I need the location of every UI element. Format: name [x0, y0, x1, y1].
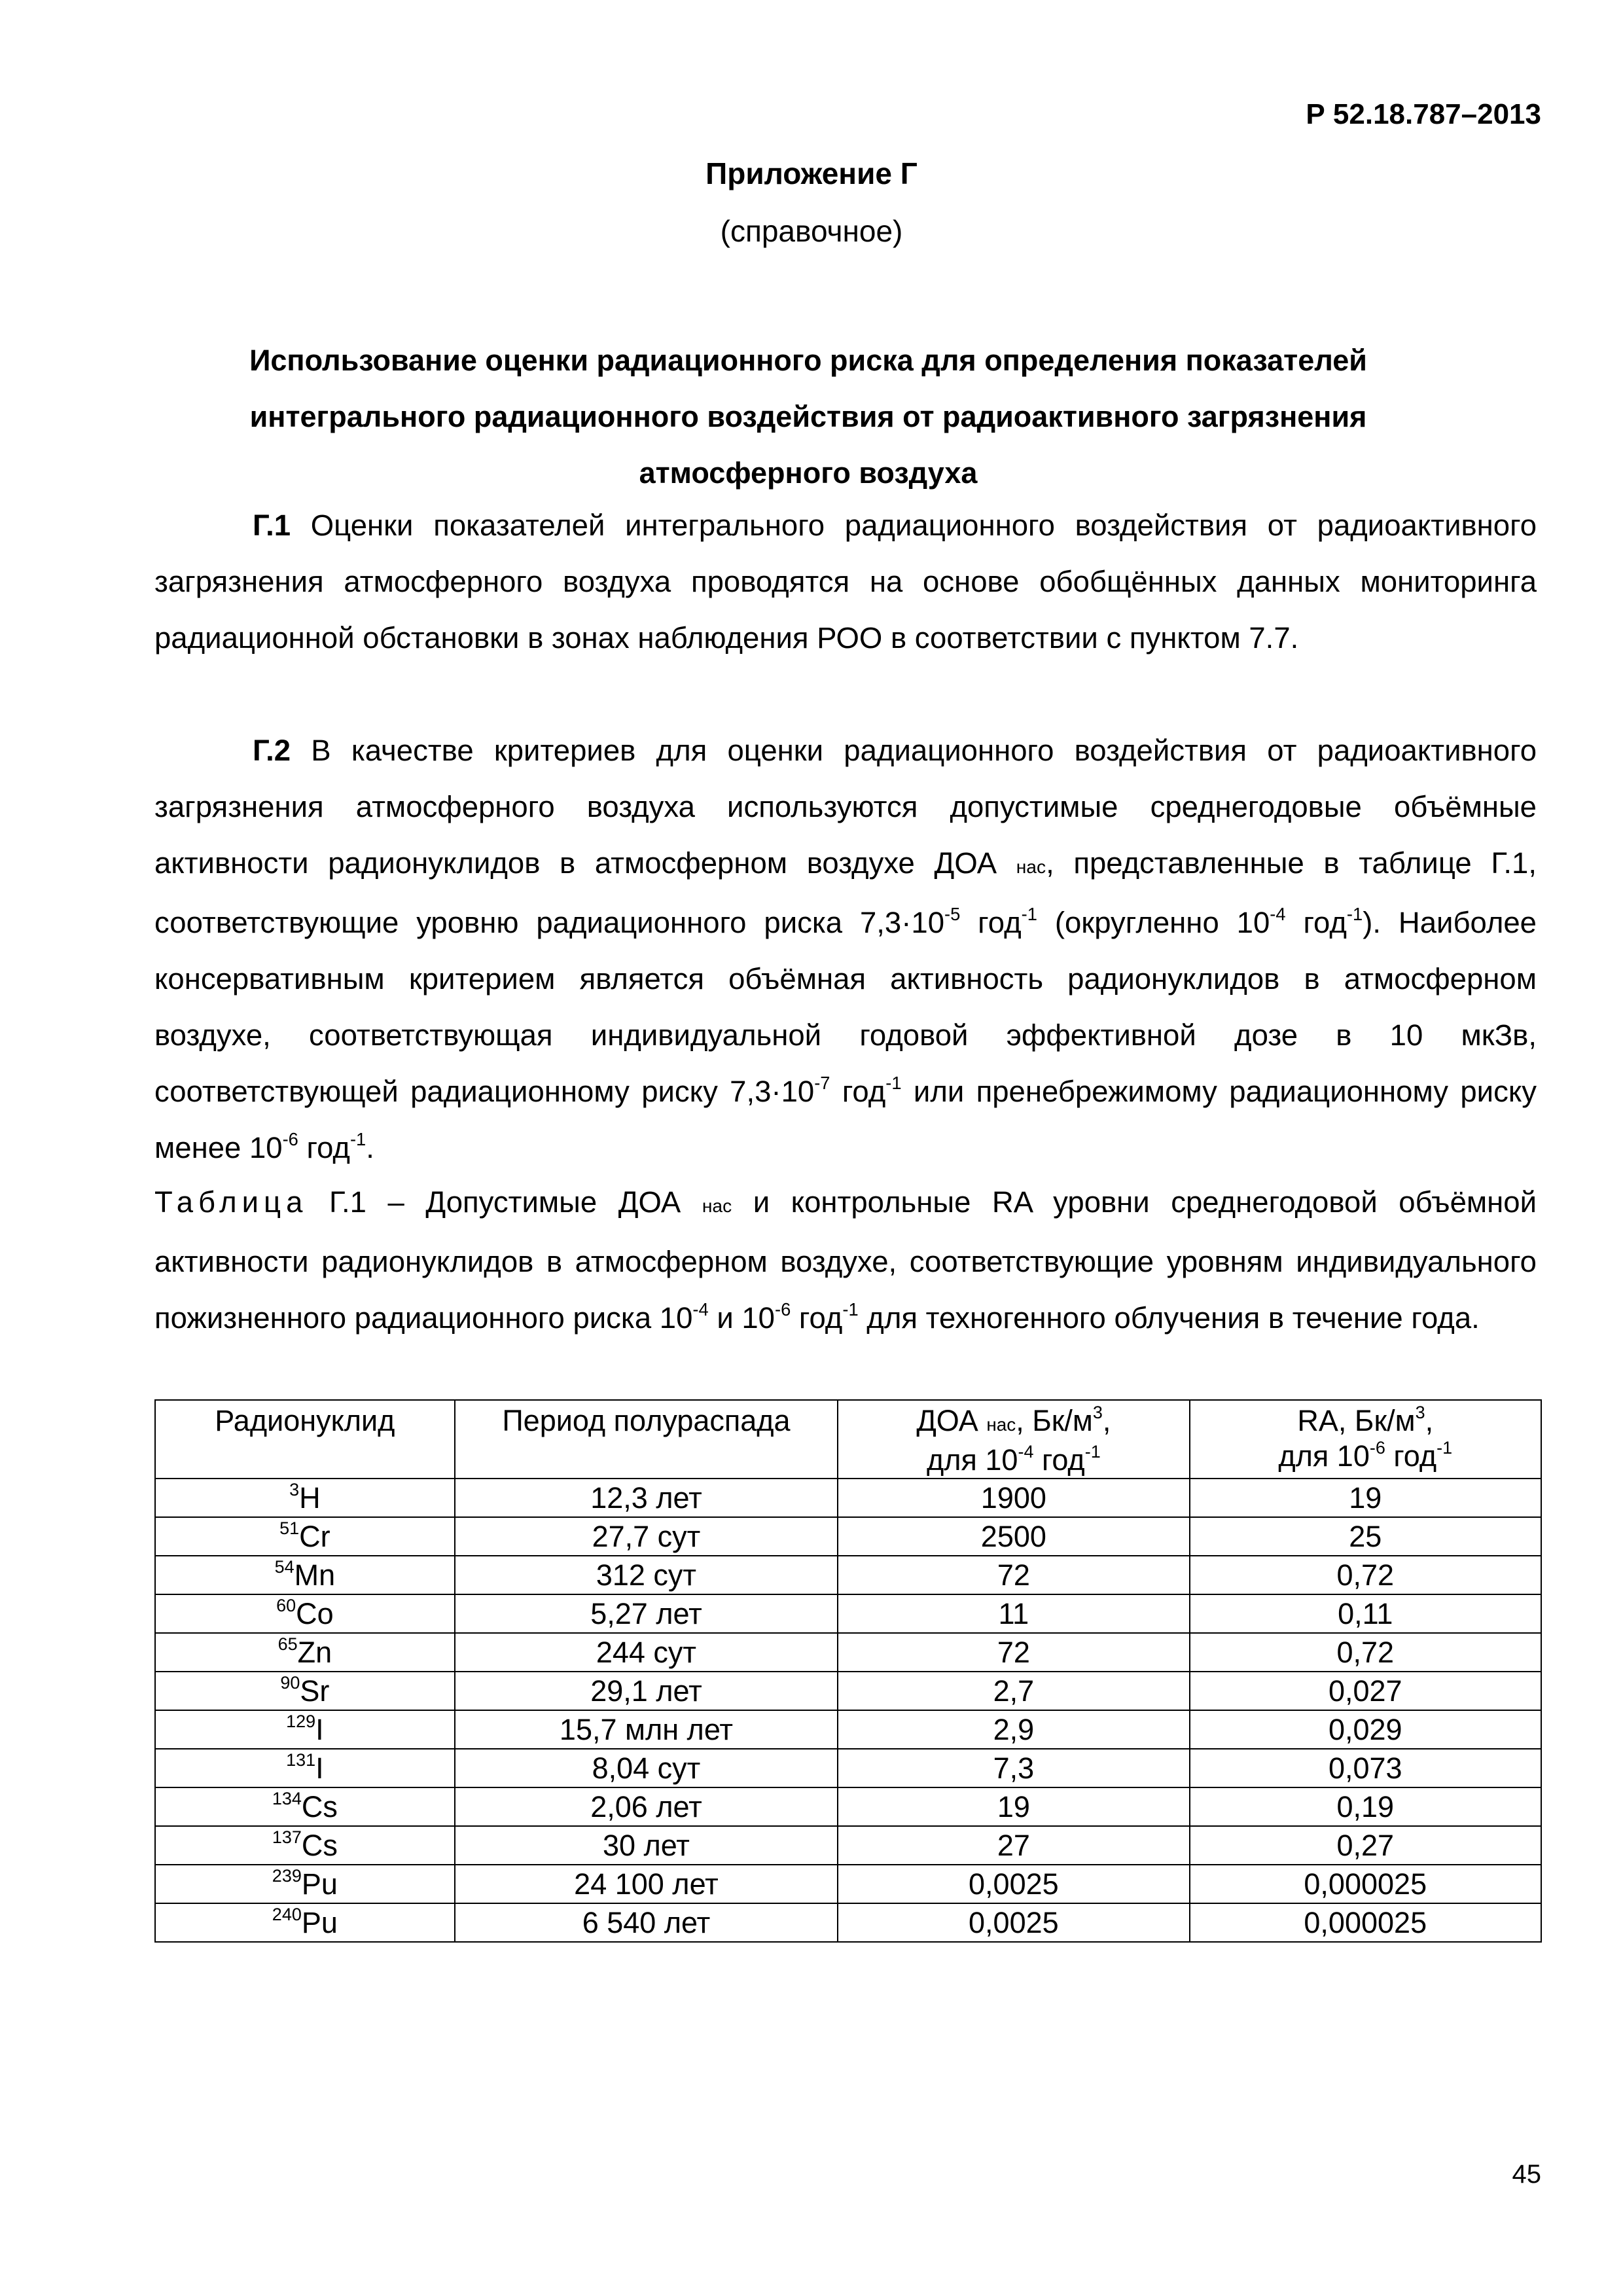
cell-doa: 1900 — [838, 1479, 1189, 1517]
mass-number: 3 — [289, 1480, 300, 1500]
caption-text: и контрольные RA уровни среднегодовой объёмной активности радионуклидов в атмосферном воздухе, соответствующие уровням индивидуального пожизненного радиационного риска 10 — [154, 1185, 1537, 1335]
cell-nuclide — [155, 1556, 455, 1594]
cell-ra: 0,073 — [1190, 1749, 1541, 1787]
caption-text: год — [791, 1301, 843, 1335]
cell-ra: 0,027 — [1190, 1672, 1541, 1710]
table-row — [155, 1710, 1541, 1749]
cell-ra: 0,72 — [1190, 1556, 1541, 1594]
header-text: год — [1385, 1439, 1437, 1473]
caption-text: Г.1 – Допустимые ДОА — [308, 1185, 702, 1219]
table-row — [155, 1903, 1541, 1942]
cell-doa: 27 — [838, 1826, 1189, 1865]
header-text: для 10 — [1278, 1439, 1370, 1473]
table-row — [155, 1556, 1541, 1594]
cell-doa: 72 — [838, 1556, 1189, 1594]
cell-nuclide — [155, 1749, 455, 1787]
caption-text: и 10 — [708, 1301, 775, 1335]
header-doa — [838, 1400, 1189, 1479]
paragraph-text: ). Наиболее консервативным критерием является объёмная активность радионуклидов в атмосферном воздухе, соответствующая индивидуальной годовой эффективной дозе в 10 мкЗв, соответствующей радиационному риску 7,3·10 — [154, 906, 1537, 1108]
cell-doa: 0,0025 — [838, 1865, 1189, 1903]
element-symbol: Cr — [299, 1520, 330, 1553]
cell-halflife: 8,04 сут — [455, 1749, 838, 1787]
superscript: -6 — [282, 1128, 298, 1149]
paragraph-text: год — [1285, 906, 1347, 939]
paragraph-label: Г.2 — [253, 734, 291, 767]
appendix-title: Приложение Г — [705, 156, 918, 190]
header-text: , Бк/м — [1016, 1404, 1093, 1437]
mass-number: 134 — [272, 1789, 302, 1809]
cell-doa: 7,3 — [838, 1749, 1189, 1787]
cell-nuclide — [155, 1672, 455, 1710]
superscript: -7 — [814, 1072, 830, 1093]
cell-halflife: 312 сут — [455, 1556, 838, 1594]
table-row — [155, 1672, 1541, 1710]
element-symbol: I — [315, 1713, 324, 1746]
paragraph-text: год — [960, 906, 1022, 939]
radionuclide-table — [154, 1399, 1542, 1943]
cell-nuclide — [155, 1787, 455, 1826]
element-symbol: Co — [296, 1597, 334, 1630]
superscript: -1 — [1084, 1442, 1101, 1462]
cell-ra: 0,000025 — [1190, 1903, 1541, 1942]
header-text: год — [1033, 1443, 1085, 1477]
header-nuclide: Радионуклид — [155, 1400, 455, 1479]
cell-halflife: 30 лет — [455, 1826, 838, 1865]
paragraph-text: (округленно 10 — [1037, 906, 1270, 939]
cell-doa: 2,9 — [838, 1710, 1189, 1749]
subscript: нас — [986, 1414, 1016, 1435]
mass-number: 90 — [280, 1673, 300, 1693]
subscript: нас — [702, 1195, 732, 1216]
superscript: -4 — [692, 1299, 709, 1319]
section-title: Использование оценки радиационного риска для определения показателей интегрального радиационного воздействия от радиоактивного загрязнения атмосферного воздуха — [249, 344, 1367, 490]
cell-halflife: 29,1 лет — [455, 1672, 838, 1710]
cell-ra: 0,27 — [1190, 1826, 1541, 1865]
table-row — [155, 1594, 1541, 1633]
table-header-row — [155, 1400, 1541, 1479]
caption-label: Таблица — [154, 1185, 308, 1219]
table-caption — [154, 1174, 1537, 1346]
element-symbol: Cs — [301, 1829, 338, 1862]
paragraph-g1 — [154, 497, 1537, 666]
appendix-type: (справочное) — [720, 214, 903, 248]
mass-number: 239 — [272, 1866, 302, 1886]
cell-ra: 25 — [1190, 1517, 1541, 1556]
cell-halflife: 6 540 лет — [455, 1903, 838, 1942]
header-halflife: Период полураспада — [455, 1400, 838, 1479]
cell-ra: 19 — [1190, 1479, 1541, 1517]
header-text: ДОА — [916, 1404, 987, 1437]
superscript: -4 — [1018, 1442, 1034, 1462]
cell-nuclide — [155, 1710, 455, 1749]
cell-doa: 2500 — [838, 1517, 1189, 1556]
paragraph-g2 — [154, 723, 1537, 1176]
cell-halflife: 244 сут — [455, 1633, 838, 1672]
header-ra — [1190, 1400, 1541, 1479]
paragraph-text: или пренебрежимому радиационному риску менее 10 — [154, 1075, 1537, 1164]
cell-nuclide — [155, 1594, 455, 1633]
mass-number: 54 — [274, 1557, 294, 1577]
mass-number: 131 — [286, 1750, 316, 1770]
paragraph-text: В качестве критериев для оценки радиационного воздействия от радиоактивного загрязнения атмосферного воздуха используются допустимые среднегодовые объёмные активности радионуклидов в атмосферном воздухе ДОА — [154, 734, 1537, 880]
element-symbol: I — [315, 1751, 324, 1785]
mass-number: 240 — [272, 1905, 302, 1925]
document-id: Р 52.18.787–2013 — [1306, 98, 1541, 130]
element-symbol: Pu — [301, 1906, 338, 1939]
subscript: нас — [1016, 856, 1046, 877]
paragraph-text: год — [298, 1131, 350, 1164]
table-row — [155, 1517, 1541, 1556]
cell-halflife: 2,06 лет — [455, 1787, 838, 1826]
cell-ra: 0,029 — [1190, 1710, 1541, 1749]
page-number: 45 — [1512, 2160, 1541, 2189]
header-text: , — [1425, 1404, 1434, 1437]
cell-doa: 72 — [838, 1633, 1189, 1672]
superscript: -1 — [885, 1072, 902, 1093]
cell-ra: 0,11 — [1190, 1594, 1541, 1633]
superscript: -1 — [1346, 903, 1363, 924]
table-row — [155, 1633, 1541, 1672]
cell-doa: 11 — [838, 1594, 1189, 1633]
superscript: 3 — [1092, 1403, 1103, 1423]
superscript: -4 — [1270, 903, 1286, 924]
table-row — [155, 1865, 1541, 1903]
header-text: RA, Бк/м — [1297, 1404, 1416, 1437]
paragraph-label: Г.1 — [253, 509, 291, 542]
mass-number: 60 — [276, 1596, 296, 1616]
superscript: -6 — [1369, 1438, 1385, 1458]
superscript: -1 — [842, 1299, 859, 1319]
superscript: 3 — [1415, 1403, 1425, 1423]
element-symbol: Sr — [300, 1674, 330, 1708]
paragraph-text: год — [830, 1075, 886, 1108]
cell-halflife: 27,7 сут — [455, 1517, 838, 1556]
cell-nuclide — [155, 1865, 455, 1903]
superscript: -1 — [1021, 903, 1037, 924]
mass-number: 65 — [277, 1634, 298, 1655]
mass-number: 137 — [272, 1827, 302, 1848]
cell-ra: 0,000025 — [1190, 1865, 1541, 1903]
cell-nuclide — [155, 1517, 455, 1556]
element-symbol: Cs — [301, 1790, 338, 1823]
paragraph-text: Оценки показателей интегрального радиационного воздействия от радиоактивного загрязнения атмосферного воздуха проводятся на основе обобщённых данных мониторинга радиационной обстановки в зонах наблюдения РОО в соответствии с пунктом 7.7. — [154, 509, 1537, 655]
cell-ra: 0,72 — [1190, 1633, 1541, 1672]
mass-number: 129 — [286, 1712, 316, 1732]
cell-doa: 0,0025 — [838, 1903, 1189, 1942]
caption-text: для техногенного облучения в течение года. — [858, 1301, 1480, 1335]
cell-nuclide — [155, 1826, 455, 1865]
table-row — [155, 1749, 1541, 1787]
cell-doa: 2,7 — [838, 1672, 1189, 1710]
superscript: -1 — [1436, 1438, 1453, 1458]
header-text: для 10 — [927, 1443, 1018, 1477]
cell-doa: 19 — [838, 1787, 1189, 1826]
cell-halflife: 15,7 млн лет — [455, 1710, 838, 1749]
header-text: , — [1102, 1404, 1111, 1437]
table-row — [155, 1787, 1541, 1826]
superscript: -5 — [944, 903, 961, 924]
superscript: -1 — [349, 1128, 366, 1149]
cell-nuclide — [155, 1633, 455, 1672]
paragraph-text: . — [366, 1131, 374, 1164]
superscript: -6 — [774, 1299, 791, 1319]
cell-ra: 0,19 — [1190, 1787, 1541, 1826]
table-row — [155, 1826, 1541, 1865]
element-symbol: Mn — [294, 1558, 336, 1592]
element-symbol: Pu — [301, 1867, 338, 1901]
cell-halflife: 12,3 лет — [455, 1479, 838, 1517]
table-row — [155, 1479, 1541, 1517]
element-symbol: Zn — [297, 1636, 332, 1669]
cell-nuclide — [155, 1479, 455, 1517]
paragraph-text: , представленные в таблице Г.1, соответствующие уровню радиационного риска 7,3·10 — [154, 846, 1537, 939]
element-symbol: H — [299, 1481, 321, 1515]
cell-halflife: 5,27 лет — [455, 1594, 838, 1633]
cell-halflife: 24 100 лет — [455, 1865, 838, 1903]
cell-nuclide — [155, 1903, 455, 1942]
mass-number: 51 — [279, 1518, 300, 1539]
